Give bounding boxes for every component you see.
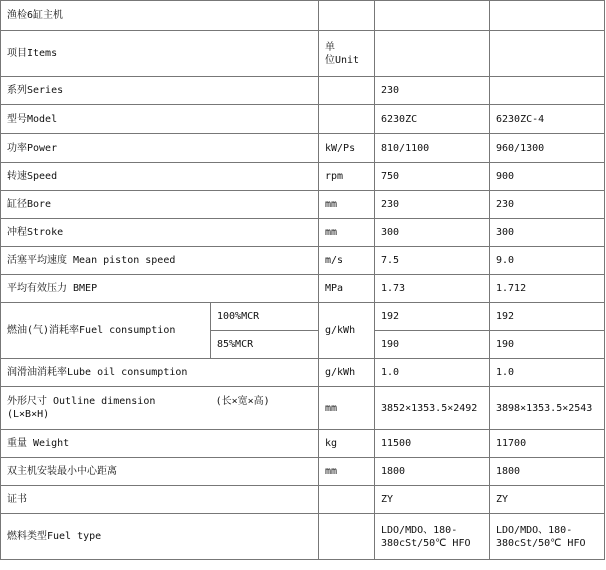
header-items: 项目Items: [1, 31, 319, 77]
row-unit: [319, 105, 375, 134]
row-value-2: 6230ZC-4: [490, 105, 605, 134]
row-label: 冲程Stroke: [1, 219, 319, 247]
row-value-1: 1.73: [375, 275, 490, 303]
row-value-1: 192: [375, 303, 490, 331]
table-row: [1, 77, 605, 105]
row-label: 外形尺寸 Outline dimension (长×宽×高) (L×B×H): [1, 387, 319, 430]
row-value-2: 192: [490, 303, 605, 331]
row-value-2: 960/1300: [490, 134, 605, 163]
row-unit: mm: [319, 387, 375, 430]
row-value-1: 1.0: [375, 359, 490, 387]
row-label: 系列Series: [1, 77, 319, 105]
row-value-1: 230: [375, 191, 490, 219]
row-label: 转速Speed: [1, 163, 319, 191]
row-value-1: 300: [375, 219, 490, 247]
row-unit: mm: [319, 191, 375, 219]
row-label: 活塞平均速度 Mean piston speed: [1, 247, 319, 275]
row-unit: rpm: [319, 163, 375, 191]
row-unit: g/kWh: [319, 359, 375, 387]
row-unit: mm: [319, 458, 375, 486]
row-value-2: 9.0: [490, 247, 605, 275]
row-value-2: 1800: [490, 458, 605, 486]
row-label: 润滑油消耗率Lube oil consumption: [1, 359, 319, 387]
row-label: 双主机安装最小中心距离: [1, 458, 319, 486]
header-unit: 单 位Unit: [319, 31, 375, 77]
row-unit: kW/Ps: [319, 134, 375, 163]
header-row: [1, 31, 605, 77]
table-row: [1, 219, 605, 247]
row-value-2: 900: [490, 163, 605, 191]
row-value-2: 3898×1353.5×2543: [490, 387, 605, 430]
table-row: [1, 105, 605, 134]
row-unit: m/s: [319, 247, 375, 275]
row-value-1: ZY: [375, 486, 490, 514]
row-label: 燃料类型Fuel type: [1, 514, 319, 560]
row-sublabel: 85%MCR: [211, 331, 319, 359]
row-value-2: 11700: [490, 430, 605, 458]
row-label: 功率Power: [1, 134, 319, 163]
row-value-1: 1800: [375, 458, 490, 486]
row-value-1: 6230ZC: [375, 105, 490, 134]
table-row: [1, 430, 605, 458]
table-row: [1, 387, 605, 430]
row-value-1: 3852×1353.5×2492: [375, 387, 490, 430]
row-unit: [319, 514, 375, 560]
row-label: 燃油(气)消耗率Fuel consumption: [1, 303, 211, 359]
row-value-2: ZY: [490, 486, 605, 514]
table-row: [1, 303, 605, 331]
row-value-1: 810/1100: [375, 134, 490, 163]
row-value-2: 300: [490, 219, 605, 247]
table-row: [1, 247, 605, 275]
row-unit: kg: [319, 430, 375, 458]
table-row: [1, 458, 605, 486]
row-value-2: [490, 77, 605, 105]
row-value-1: 190: [375, 331, 490, 359]
table-row: [1, 514, 605, 560]
row-label: 证书: [1, 486, 319, 514]
table-title: 渔检6缸主机: [1, 1, 319, 31]
row-value-2: 1.712: [490, 275, 605, 303]
row-label: 重量 Weight: [1, 430, 319, 458]
row-label: 缸径Bore: [1, 191, 319, 219]
row-value-1: LDO/MDO、180- 380cSt/50℃ HFO: [375, 514, 490, 560]
table-row: [1, 134, 605, 163]
row-value-2: LDO/MDO、180- 380cSt/50℃ HFO: [490, 514, 605, 560]
row-value-1: 230: [375, 77, 490, 105]
row-label: 平均有效压力 BMEP: [1, 275, 319, 303]
row-sublabel: 100%MCR: [211, 303, 319, 331]
row-unit: mm: [319, 219, 375, 247]
table-row: [1, 486, 605, 514]
row-value-1: 11500: [375, 430, 490, 458]
row-unit: [319, 486, 375, 514]
row-value-2: 190: [490, 331, 605, 359]
table-row: [1, 163, 605, 191]
table-row: [1, 359, 605, 387]
table-row: [1, 1, 605, 31]
row-value-2: 230: [490, 191, 605, 219]
row-unit: g/kWh: [319, 303, 375, 359]
row-unit: [319, 77, 375, 105]
row-value-1: 750: [375, 163, 490, 191]
table-row: [1, 275, 605, 303]
row-label: 型号Model: [1, 105, 319, 134]
row-unit: MPa: [319, 275, 375, 303]
row-value-1: 7.5: [375, 247, 490, 275]
table-row: [1, 191, 605, 219]
row-value-2: 1.0: [490, 359, 605, 387]
